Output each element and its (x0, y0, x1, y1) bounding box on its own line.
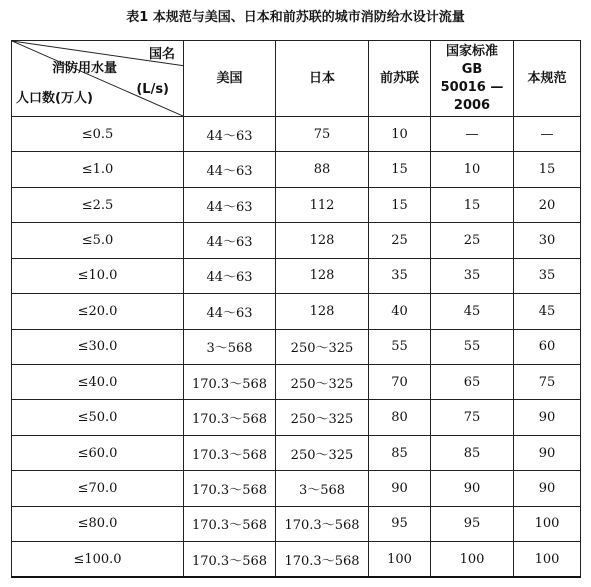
cell-population: ≤80.0 (12, 506, 184, 541)
cell-japan: 170.3～568 (276, 506, 369, 541)
cell-this-code: 30 (514, 223, 581, 258)
cell-ussr: 25 (369, 223, 431, 258)
cell-japan: 250～325 (276, 400, 369, 435)
cell-population: ≤40.0 (12, 364, 184, 399)
cell-japan: 250～325 (276, 435, 369, 470)
table-row (12, 329, 581, 364)
cell-usa: 44～63 (184, 117, 276, 152)
cell-usa: 44～63 (184, 258, 276, 293)
water-volume-label: 消防用水量 (52, 61, 118, 76)
cell-ussr: 35 (369, 258, 431, 293)
column-header-ussr: 前苏联 (369, 41, 431, 117)
cell-japan: 170.3～568 (276, 542, 369, 577)
cell-japan: 3～568 (276, 471, 369, 506)
cell-population: ≤5.0 (12, 223, 184, 258)
cell-ussr: 95 (369, 506, 431, 541)
cell-usa: 170.3～568 (184, 364, 276, 399)
cell-usa: 44～63 (184, 294, 276, 329)
cell-gb50016: 90 (431, 471, 514, 506)
column-header-gb50016 (431, 41, 514, 117)
table-row (12, 542, 581, 577)
cell-usa: 170.3～568 (184, 506, 276, 541)
cell-gb50016: 55 (431, 329, 514, 364)
cell-gb50016: 15 (431, 187, 514, 222)
cell-japan: 128 (276, 258, 369, 293)
table-body (12, 117, 581, 578)
cell-japan: 250～325 (276, 329, 369, 364)
cell-population: ≤30.0 (12, 329, 184, 364)
cell-ussr: 55 (369, 329, 431, 364)
cell-ussr: 85 (369, 435, 431, 470)
cell-this-code: 60 (514, 329, 581, 364)
cell-ussr: 100 (369, 542, 431, 577)
table-row (12, 294, 581, 329)
cell-japan: 88 (276, 152, 369, 187)
cell-usa: 44～63 (184, 152, 276, 187)
cell-population: ≤60.0 (12, 435, 184, 470)
table-row (12, 187, 581, 222)
cell-ussr: 15 (369, 152, 431, 187)
table-row (12, 471, 581, 506)
cell-this-code: 90 (514, 435, 581, 470)
table-row (12, 152, 581, 187)
cell-gb50016: 65 (431, 364, 514, 399)
cell-this-code: 45 (514, 294, 581, 329)
table-row (12, 400, 581, 435)
cell-gb50016: 75 (431, 400, 514, 435)
cell-population: ≤100.0 (12, 542, 184, 577)
cell-usa: 170.3～568 (184, 435, 276, 470)
country-label: 国名 (148, 47, 175, 62)
table-title: 表1 本规范与美国、日本和前苏联的城市消防给水设计流量 (126, 10, 465, 25)
table-row (12, 364, 581, 399)
table-row (12, 258, 581, 293)
cell-ussr: 70 (369, 364, 431, 399)
table-row (12, 223, 581, 258)
cell-usa: 44～63 (184, 187, 276, 222)
column-header-this-code: 本规范 (514, 41, 581, 117)
cell-ussr: 10 (369, 117, 431, 152)
diagonal-header-cell (12, 41, 184, 117)
cell-this-code: 100 (514, 542, 581, 577)
cell-gb50016: 45 (431, 294, 514, 329)
column-header-japan: 日本 (276, 41, 369, 117)
population-label: 人口数(万人) (16, 91, 93, 106)
fire-water-flow-table (11, 40, 581, 578)
cell-this-code: 20 (514, 187, 581, 222)
cell-population: ≤2.5 (12, 187, 184, 222)
cell-population: ≤50.0 (12, 400, 184, 435)
cell-japan: 250～325 (276, 364, 369, 399)
cell-population: ≤0.5 (12, 117, 184, 152)
cell-usa: 44～63 (184, 223, 276, 258)
table-row (12, 117, 581, 152)
cell-ussr: 15 (369, 187, 431, 222)
cell-japan: 75 (276, 117, 369, 152)
cell-gb50016: 10 (431, 152, 514, 187)
cell-usa: 170.3～568 (184, 471, 276, 506)
cell-this-code: 35 (514, 258, 581, 293)
cell-population: ≤20.0 (12, 294, 184, 329)
cell-population: ≤10.0 (12, 258, 184, 293)
column-header-usa: 美国 (184, 41, 276, 117)
cell-ussr: 40 (369, 294, 431, 329)
cell-gb50016: 95 (431, 506, 514, 541)
cell-usa: 170.3～568 (184, 542, 276, 577)
gb-header-line: 国家标准 GB 50016 —2006 (440, 43, 504, 113)
unit-label: (L/s) (136, 82, 169, 97)
cell-this-code: — (514, 117, 581, 152)
cell-this-code: 75 (514, 364, 581, 399)
cell-usa: 170.3～568 (184, 400, 276, 435)
cell-population: ≤1.0 (12, 152, 184, 187)
cell-gb50016: 100 (431, 542, 514, 577)
cell-japan: 112 (276, 187, 369, 222)
table-row (12, 435, 581, 470)
cell-gb50016: — (431, 117, 514, 152)
cell-this-code: 100 (514, 506, 581, 541)
cell-japan: 128 (276, 223, 369, 258)
cell-this-code: 90 (514, 471, 581, 506)
table-row (12, 506, 581, 541)
cell-usa: 3～568 (184, 329, 276, 364)
cell-population: ≤70.0 (12, 471, 184, 506)
cell-this-code: 90 (514, 400, 581, 435)
cell-gb50016: 85 (431, 435, 514, 470)
cell-gb50016: 35 (431, 258, 514, 293)
cell-ussr: 90 (369, 471, 431, 506)
cell-japan: 128 (276, 294, 369, 329)
cell-gb50016: 25 (431, 223, 514, 258)
cell-this-code: 15 (514, 152, 581, 187)
cell-ussr: 80 (369, 400, 431, 435)
